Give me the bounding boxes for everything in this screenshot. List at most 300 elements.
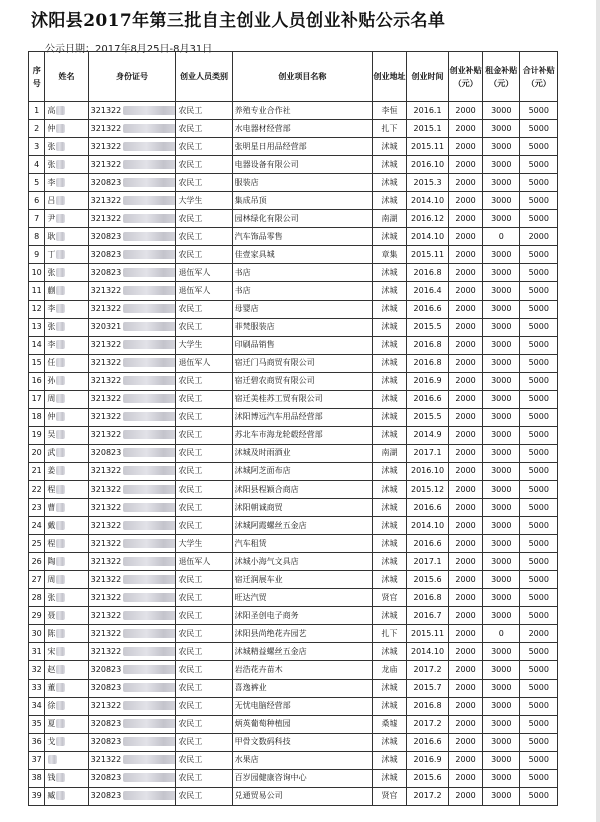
cell-project-text: 书店: [234, 267, 251, 277]
cell-name: [45, 643, 88, 661]
cell-time-text: 2016.10: [411, 466, 445, 476]
cell-rent-text: 3000: [491, 304, 512, 314]
cell-rent: [483, 679, 520, 697]
cell-project: [232, 282, 372, 300]
cell-startup: [449, 138, 483, 156]
cell-location: [373, 156, 407, 174]
cell-category: [176, 192, 232, 210]
cell-total-text: 5000: [528, 646, 549, 656]
cell-total: [520, 408, 558, 426]
cell-location-text: 沭城: [381, 430, 398, 440]
cell-location-text: 沭城: [381, 646, 398, 656]
header-project: 创业项目名称: [232, 52, 372, 102]
cell-time-text: 2015.12: [411, 484, 445, 494]
cell-total: [520, 300, 558, 318]
cell-category-text: 农民工: [178, 737, 203, 747]
cell-id-text: 321322: [90, 430, 122, 440]
cell-id: [88, 715, 176, 733]
redaction-blur: [56, 376, 65, 385]
cell-name-text: 程: [47, 484, 56, 494]
cell-name: [45, 480, 88, 498]
cell-rent-text: 3000: [491, 574, 512, 584]
header-time: 创业时间: [406, 52, 448, 102]
cell-seq: [29, 733, 45, 751]
cell-time-text: 2016.6: [413, 737, 442, 747]
cell-time: [406, 282, 448, 300]
cell-name-text: 周: [47, 394, 56, 404]
cell-rent-text: 3000: [491, 141, 512, 151]
cell-name: [45, 228, 88, 246]
cell-total-text: 5000: [528, 791, 549, 801]
cell-seq-text: 13: [31, 322, 42, 332]
cell-project: [232, 535, 372, 553]
cell-project-text: 宿迁美桂苏工贸有限公司: [234, 394, 323, 404]
cell-project: [232, 444, 372, 462]
cell-startup-text: 2000: [455, 484, 476, 494]
cell-time: [406, 120, 448, 138]
cell-time: [406, 553, 448, 571]
cell-category-text: 农民工: [178, 249, 203, 259]
cell-seq-text: 7: [34, 213, 40, 223]
cell-time: [406, 787, 448, 805]
cell-time: [406, 517, 448, 535]
cell-seq-text: 27: [31, 574, 42, 584]
redaction-blur: [123, 250, 176, 259]
cell-total: [520, 264, 558, 282]
cell-total-text: 5000: [528, 701, 549, 711]
cell-total-text: 5000: [528, 737, 549, 747]
cell-rent-text: 3000: [491, 376, 512, 386]
cell-seq: [29, 192, 45, 210]
cell-startup: [449, 480, 483, 498]
cell-name-text: 高: [47, 105, 56, 115]
cell-project: [232, 300, 372, 318]
cell-time: [406, 769, 448, 787]
cell-category-text: 退伍军人: [178, 285, 211, 295]
cell-name: [45, 264, 88, 282]
cell-startup-text: 2000: [455, 231, 476, 241]
cell-rent: [483, 156, 520, 174]
cell-seq: [29, 282, 45, 300]
cell-rent: [483, 480, 520, 498]
cell-seq-text: 8: [34, 231, 40, 241]
cell-startup: [449, 571, 483, 589]
cell-rent: [483, 535, 520, 553]
cell-total-text: 5000: [528, 376, 549, 386]
cell-seq: [29, 408, 45, 426]
cell-total-text: 5000: [528, 484, 549, 494]
cell-rent-text: 3000: [491, 538, 512, 548]
cell-location: [373, 787, 407, 805]
cell-category-text: 退伍军人: [178, 556, 211, 566]
cell-total-text: 5000: [528, 159, 549, 169]
cell-id-text: 321322: [90, 520, 122, 530]
cell-id: [88, 300, 176, 318]
cell-category: [176, 120, 232, 138]
cell-category: [176, 571, 232, 589]
cell-rent: [483, 499, 520, 517]
cell-seq: [29, 102, 45, 120]
cell-id-text: 321322: [90, 701, 122, 711]
cell-project: [232, 769, 372, 787]
redaction-blur: [123, 773, 176, 782]
redaction-blur: [123, 286, 176, 295]
cell-id-text: 321322: [90, 195, 122, 205]
cell-name-text: 程: [47, 538, 56, 548]
cell-seq-text: 34: [31, 701, 42, 711]
cell-time-text: 2015.5: [413, 412, 442, 422]
redaction-blur: [56, 466, 65, 475]
cell-total: [520, 192, 558, 210]
table-row: [29, 156, 558, 174]
cell-id-text: 321322: [90, 484, 122, 494]
cell-rent-text: 3000: [491, 213, 512, 223]
cell-startup: [449, 444, 483, 462]
cell-project: [232, 697, 372, 715]
redaction-blur: [123, 503, 176, 512]
cell-total: [520, 390, 558, 408]
cell-seq-text: 2: [34, 123, 40, 133]
cell-startup-text: 2000: [455, 502, 476, 512]
cell-seq: [29, 444, 45, 462]
cell-rent-text: 3000: [491, 664, 512, 674]
cell-name: [45, 102, 88, 120]
cell-location-text: 沭城: [381, 285, 398, 295]
document-title: 沭阳县2017年第三批自主创业人员创业补贴公示名单: [31, 11, 446, 31]
cell-time-text: 2016.6: [413, 502, 442, 512]
cell-seq: [29, 246, 45, 264]
cell-project-text: 园林绿化有限公司: [234, 213, 299, 223]
cell-name-text: 丁: [47, 249, 56, 259]
cell-time-text: 2014.10: [411, 646, 445, 656]
cell-time-text: 2016.6: [413, 304, 442, 314]
cell-total: [520, 751, 558, 769]
cell-seq-text: 21: [31, 466, 42, 476]
cell-location: [373, 354, 407, 372]
cell-seq-text: 16: [31, 376, 42, 386]
redaction-blur: [123, 412, 176, 421]
cell-startup: [449, 499, 483, 517]
cell-location: [373, 192, 407, 210]
cell-startup: [449, 210, 483, 228]
cell-name-text: 臧: [47, 791, 56, 801]
table-row: [29, 282, 558, 300]
cell-project-text: 服装店: [234, 177, 259, 187]
cell-total: [520, 679, 558, 697]
cell-id: [88, 625, 176, 643]
cell-location: [373, 228, 407, 246]
cell-startup-text: 2000: [455, 664, 476, 674]
cell-category: [176, 589, 232, 607]
redaction-blur: [56, 629, 65, 638]
cell-location-text: 沭城: [381, 304, 398, 314]
cell-startup: [449, 607, 483, 625]
cell-name: [45, 769, 88, 787]
cell-rent: [483, 661, 520, 679]
cell-project-text: 宿迁碧农商贸有限公司: [234, 376, 315, 386]
redaction-blur: [123, 701, 176, 710]
cell-time: [406, 228, 448, 246]
cell-name-text: 宋: [47, 646, 56, 656]
cell-total-text: 5000: [528, 213, 549, 223]
cell-id: [88, 120, 176, 138]
cell-project-text: 沭阳朝诚商贸: [234, 502, 283, 512]
cell-seq: [29, 499, 45, 517]
cell-seq-text: 14: [31, 340, 42, 350]
cell-name-text: 吕: [47, 195, 56, 205]
redaction-blur: [56, 539, 65, 548]
cell-name: [45, 336, 88, 354]
cell-id-text: 320823: [90, 448, 122, 458]
cell-rent-text: 3000: [491, 249, 512, 259]
cell-time-text: 2014.10: [411, 195, 445, 205]
cell-rent-text: 3000: [491, 610, 512, 620]
cell-project-text: 宿迁润展车业: [234, 574, 283, 584]
redaction-blur: [56, 232, 65, 241]
cell-category-text: 大学生: [178, 195, 203, 205]
cell-category: [176, 769, 232, 787]
cell-startup-text: 2000: [455, 213, 476, 223]
cell-total: [520, 715, 558, 733]
cell-project-text: 母婴店: [234, 304, 259, 314]
cell-location-text: 沭城: [381, 159, 398, 169]
cell-location-text: 沭城: [381, 556, 398, 566]
cell-name-text: 戈: [47, 737, 56, 747]
cell-time-text: 2016.1: [413, 105, 442, 115]
cell-project: [232, 354, 372, 372]
table-row: [29, 661, 558, 679]
cell-category: [176, 282, 232, 300]
cell-time: [406, 174, 448, 192]
cell-time: [406, 733, 448, 751]
redaction-blur: [56, 124, 65, 133]
cell-category-text: 农民工: [178, 448, 203, 458]
cell-name: [45, 408, 88, 426]
cell-id: [88, 102, 176, 120]
cell-id-text: 320823: [90, 267, 122, 277]
cell-rent: [483, 787, 520, 805]
redaction-blur: [123, 683, 176, 692]
cell-time: [406, 156, 448, 174]
cell-location: [373, 120, 407, 138]
cell-name-text: 董: [47, 683, 56, 693]
cell-startup-text: 2000: [455, 538, 476, 548]
cell-rent-text: 3000: [491, 340, 512, 350]
cell-location-text: 沭城: [381, 195, 398, 205]
table-row: [29, 679, 558, 697]
cell-time: [406, 462, 448, 480]
cell-name: [45, 625, 88, 643]
cell-startup-text: 2000: [455, 249, 476, 259]
cell-project-text: 汽车租赁: [234, 538, 267, 548]
cell-startup: [449, 535, 483, 553]
cell-location-text: 沭城: [381, 538, 398, 548]
table-row: [29, 517, 558, 535]
cell-id: [88, 553, 176, 571]
cell-startup: [449, 408, 483, 426]
cell-startup-text: 2000: [455, 755, 476, 765]
cell-total-text: 5000: [528, 340, 549, 350]
cell-time: [406, 210, 448, 228]
table-row: [29, 499, 558, 517]
cell-name-text: 李: [47, 304, 56, 314]
cell-id-text: 321322: [90, 394, 122, 404]
redaction-blur: [123, 755, 176, 764]
cell-category: [176, 661, 232, 679]
cell-rent: [483, 300, 520, 318]
redaction-blur: [123, 466, 176, 475]
cell-location-text: 沭城: [381, 773, 398, 783]
cell-location: [373, 517, 407, 535]
cell-location: [373, 571, 407, 589]
cell-name: [45, 697, 88, 715]
cell-name: [45, 444, 88, 462]
cell-time-text: 2016.6: [413, 394, 442, 404]
cell-seq-text: 1: [34, 105, 40, 115]
cell-name: [45, 517, 88, 535]
cell-total: [520, 769, 558, 787]
cell-category: [176, 210, 232, 228]
cell-startup: [449, 336, 483, 354]
cell-startup: [449, 517, 483, 535]
cell-seq: [29, 300, 45, 318]
cell-rent-text: 3000: [491, 448, 512, 458]
cell-rent-text: 3000: [491, 177, 512, 187]
cell-rent-text: 3000: [491, 556, 512, 566]
redaction-blur: [123, 448, 176, 457]
cell-id-text: 320823: [90, 737, 122, 747]
cell-name-text: 孙: [47, 376, 56, 386]
cell-time: [406, 390, 448, 408]
cell-rent-text: 0: [498, 628, 504, 638]
redaction-blur: [56, 521, 65, 530]
cell-project: [232, 715, 372, 733]
cell-category: [176, 480, 232, 498]
cell-seq-text: 19: [31, 430, 42, 440]
table-row: [29, 336, 558, 354]
cell-id: [88, 643, 176, 661]
cell-name-text: 赵: [47, 664, 56, 674]
table-row: [29, 643, 558, 661]
cell-startup: [449, 462, 483, 480]
cell-rent: [483, 444, 520, 462]
cell-time-text: 2016.9: [413, 376, 442, 386]
cell-location: [373, 499, 407, 517]
cell-time: [406, 354, 448, 372]
table-row: [29, 120, 558, 138]
cell-name: [45, 715, 88, 733]
cell-startup: [449, 769, 483, 787]
cell-seq: [29, 589, 45, 607]
cell-project: [232, 138, 372, 156]
cell-name-text: 武: [47, 448, 56, 458]
cell-project: [232, 426, 372, 444]
table-row: [29, 246, 558, 264]
cell-rent: [483, 643, 520, 661]
cell-project: [232, 733, 372, 751]
cell-total-text: 5000: [528, 773, 549, 783]
cell-startup-text: 2000: [455, 719, 476, 729]
cell-location: [373, 210, 407, 228]
cell-name: [45, 354, 88, 372]
cell-seq: [29, 769, 45, 787]
cell-id-text: 320321: [90, 322, 122, 332]
cell-category-text: 农民工: [178, 773, 203, 783]
cell-total-text: 5000: [528, 141, 549, 151]
cell-time: [406, 607, 448, 625]
redaction-blur: [56, 791, 65, 800]
cell-startup-text: 2000: [455, 610, 476, 620]
cell-category-text: 农民工: [178, 123, 203, 133]
cell-category-text: 农民工: [178, 574, 203, 584]
cell-location-text: 沭城: [381, 520, 398, 530]
cell-seq-text: 17: [31, 394, 42, 404]
cell-time-text: 2015.3: [413, 177, 442, 187]
cell-seq: [29, 120, 45, 138]
cell-startup-text: 2000: [455, 701, 476, 711]
cell-rent: [483, 571, 520, 589]
cell-id-text: 321322: [90, 141, 122, 151]
cell-project-text: 炳英葡萄种植园: [234, 719, 291, 729]
cell-name: [45, 282, 88, 300]
cell-startup: [449, 228, 483, 246]
cell-seq: [29, 372, 45, 390]
cell-time-text: 2016.7: [413, 610, 442, 620]
cell-startup-text: 2000: [455, 195, 476, 205]
cell-location: [373, 372, 407, 390]
cell-category-text: 农民工: [178, 304, 203, 314]
cell-location: [373, 625, 407, 643]
cell-location: [373, 733, 407, 751]
redaction-blur: [56, 611, 65, 620]
cell-id-text: 321322: [90, 628, 122, 638]
cell-id: [88, 192, 176, 210]
cell-name-text: 陶: [47, 556, 56, 566]
cell-category-text: 农民工: [178, 376, 203, 386]
cell-project-text: 旺达汽贸: [234, 592, 267, 602]
cell-project: [232, 499, 372, 517]
cell-name: [45, 390, 88, 408]
cell-name-text: 曹: [47, 502, 56, 512]
cell-id: [88, 444, 176, 462]
cell-startup: [449, 679, 483, 697]
cell-id: [88, 210, 176, 228]
cell-location: [373, 607, 407, 625]
cell-category: [176, 643, 232, 661]
cell-id-text: 321322: [90, 574, 122, 584]
cell-startup-text: 2000: [455, 141, 476, 151]
cell-rent-text: 3000: [491, 502, 512, 512]
cell-project-text: 沭阳圣创电子商务: [234, 610, 299, 620]
cell-name: [45, 300, 88, 318]
cell-location: [373, 426, 407, 444]
cell-time-text: 2015.6: [413, 773, 442, 783]
cell-category-text: 农民工: [178, 213, 203, 223]
cell-total-text: 5000: [528, 123, 549, 133]
cell-total: [520, 426, 558, 444]
cell-id-text: 321322: [90, 213, 122, 223]
cell-id-text: 320823: [90, 683, 122, 693]
table-row: [29, 318, 558, 336]
cell-total-text: 5000: [528, 520, 549, 530]
cell-rent: [483, 625, 520, 643]
cell-rent: [483, 715, 520, 733]
cell-time: [406, 571, 448, 589]
cell-id: [88, 156, 176, 174]
cell-project-text: 张明星日用品经营部: [234, 141, 307, 151]
cell-name-text: 周: [47, 574, 56, 584]
cell-project: [232, 661, 372, 679]
